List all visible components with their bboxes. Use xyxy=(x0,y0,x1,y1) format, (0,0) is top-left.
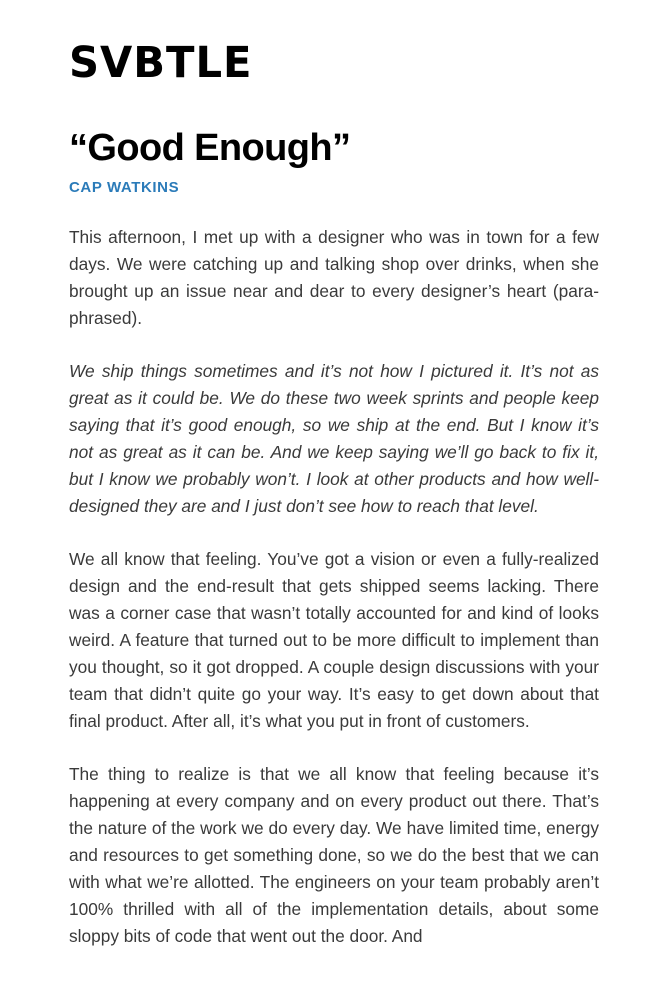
post-title: “Good Enough” xyxy=(69,127,351,169)
author-link[interactable]: CAP WATKINS xyxy=(69,179,180,196)
paragraph-quote: We ship things sometimes and it’s not how I pictured it. It’s not as great as it could be. We do these two week sprints and people keep saying that it’s good enough, so we ship at the end. But I know it’s not as great as it can be. And we keep saying we’ll go back to fix it, but I know we probably won’t. I look at other products and how well-designed they are and I just don’t see how to reach that level. xyxy=(69,361,599,516)
article-body xyxy=(69,224,599,976)
paragraph-feeling: We all know that feeling. You’ve got a vision or even a fully-realized design and the end-result that gets shipped seems lacking. There was a corner case that wasn’t totally accounted for and kind of looks weird. A feature that turned out to be more difficult to implement than you thought, so it got dropped. A couple design discussions with your team that didn’t quite go your way. It’s easy to get down about that final product. After all, it’s what you put in front of customers. xyxy=(69,549,599,731)
site-logo[interactable]: SVBTLE xyxy=(69,38,253,88)
paragraph-intro: This afternoon, I met up with a designer who was in town for a few days. We were catching up and talking shop over drinks, when she brought up an issue near and dear to every designer’s heart (paraphrased). xyxy=(69,227,599,328)
paragraph-realize: The thing to realize is that we all know that feeling because it’s happening at every company and on every product out there. That’s the nature of the work we do every day. We have limited time, energy and resources to get something done, so we do the best that we can with what we’re allotted. The engineers on your team probably aren’t 100% thrilled with all of the implementation details, about some sloppy bits of code that went out the door. And xyxy=(69,764,599,946)
